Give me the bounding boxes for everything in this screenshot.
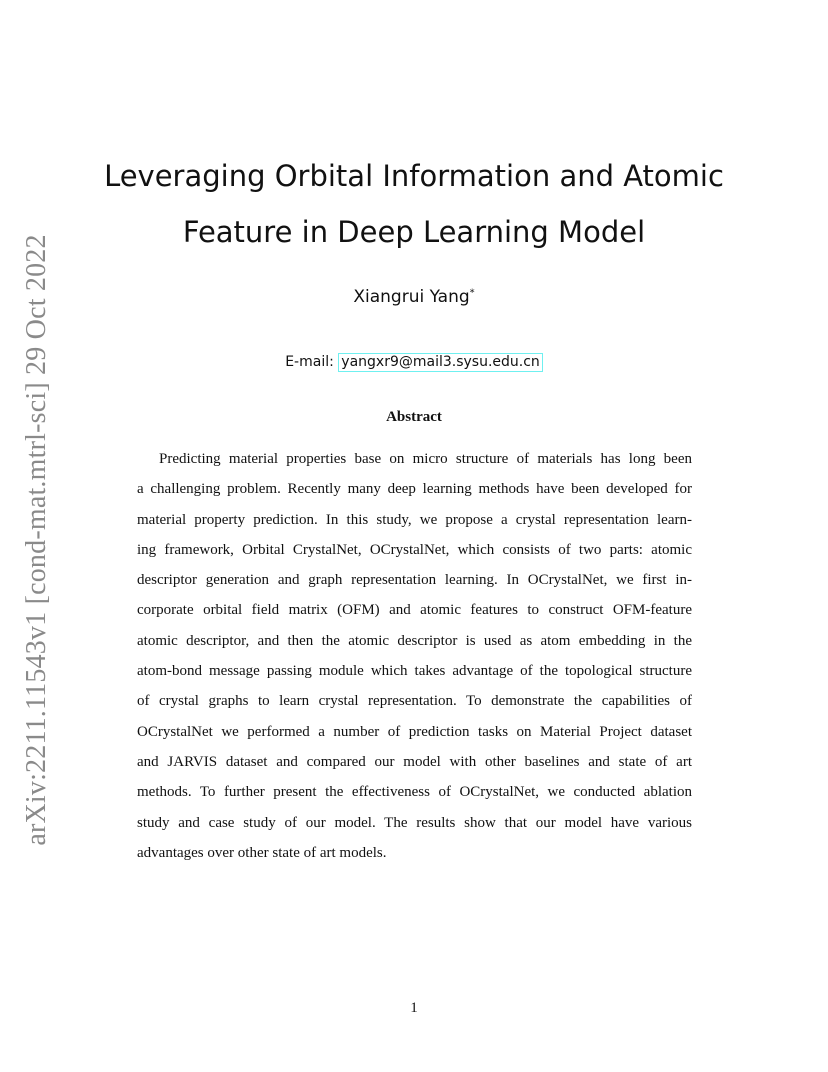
- abstract-line: methods. To further present the effectiveness of OCrystalNet, we conducted ablation: [137, 784, 692, 801]
- abstract-line: atomic descriptor, and then the atomic descriptor is used as atom embedding in the: [137, 632, 692, 649]
- abstract-line: corporate orbital field matrix (OFM) and atomic features to construct OFM-feature: [137, 602, 692, 619]
- abstract-heading: Abstract: [386, 409, 442, 425]
- paper-title: [90, 148, 738, 260]
- email-link[interactable]: yangxr9@mail3.sysu.edu.cn: [338, 353, 543, 372]
- abstract-line: atom-bond message passing module which takes advantage of the topological structure: [137, 663, 692, 680]
- abstract-line: of crystal graphs to learn crystal representation. To demonstrate the capabilities of: [137, 693, 692, 710]
- title-line-1: Leveraging Orbital Information and Atomic: [104, 159, 724, 193]
- abstract-line: Predicting material properties base on micro structure of materials has long been: [159, 451, 692, 467]
- abstract-line: descriptor generation and graph representation learning. In OCrystalNet, we first in-: [137, 572, 692, 589]
- author-name: Xiangrui Yang: [353, 287, 470, 307]
- email-label: E-mail:: [285, 354, 334, 370]
- title-line-2: Feature in Deep Learning Model: [182, 215, 646, 249]
- abstract-line: material property prediction. In this study, we propose a crystal representation learn-: [137, 511, 692, 528]
- author-footnote-mark: *: [469, 287, 475, 299]
- abstract-line: and JARVIS dataset and compared our model with other baselines and state of art: [137, 753, 692, 770]
- arxiv-identifier-stamp: arXiv:2211.11543v1 [cond-mat.mtrl-sci] 29 Oct 2022: [21, 234, 52, 846]
- page-number: 1: [410, 1000, 418, 1016]
- abstract-body: [137, 444, 692, 868]
- abstract-line: advantages over other state of art models.: [137, 844, 387, 861]
- abstract-line: a challenging problem. Recently many deep learning methods have been developed for: [137, 481, 692, 498]
- author: [0, 287, 828, 307]
- abstract-line: study and case study of our model. The results show that our model have various: [137, 814, 692, 831]
- abstract-line: ing framework, Orbital CrystalNet, OCrystalNet, which consists of two parts: atomic: [137, 541, 692, 558]
- abstract-line: OCrystalNet we performed a number of prediction tasks on Material Project dataset: [137, 723, 692, 740]
- email-line: [0, 353, 828, 372]
